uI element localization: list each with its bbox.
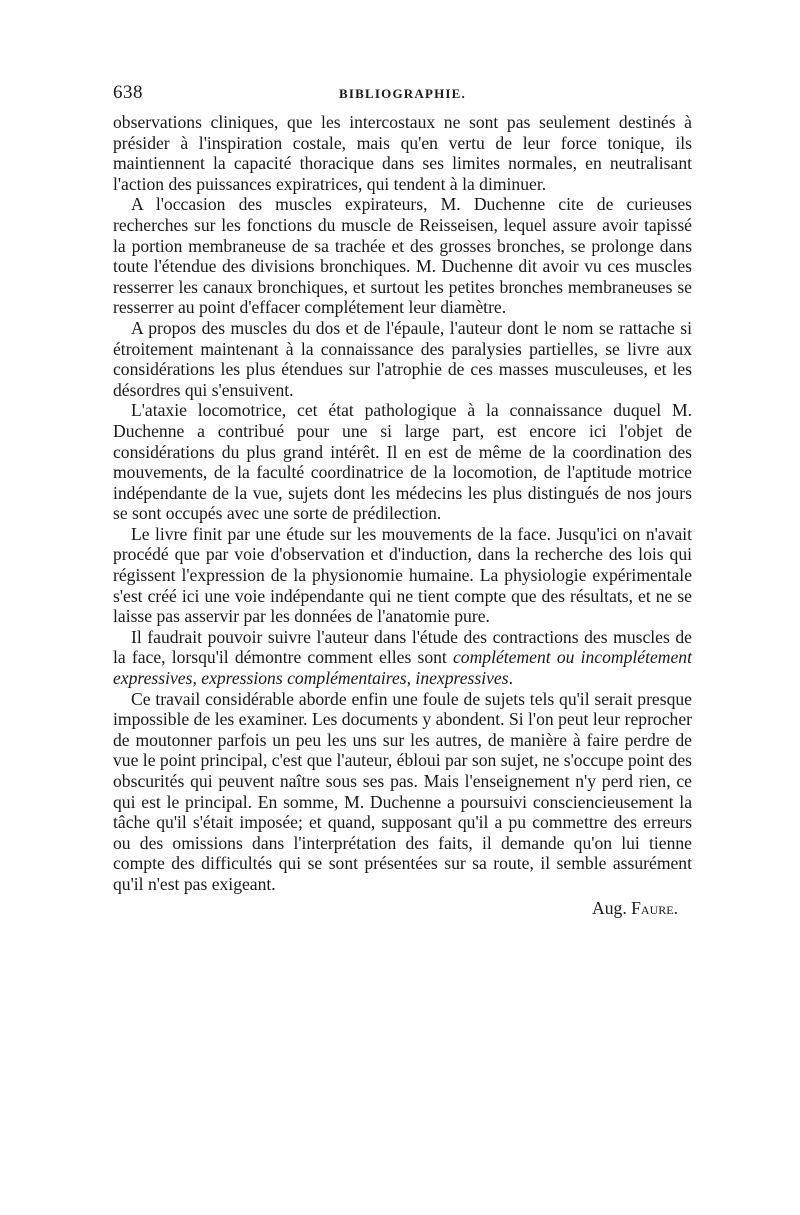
paragraph-3: A propos des muscles du dos et de l'épaule, l'auteur dont le nom se rattache si étroitement maintenant à la connaissance des paralysies partielles, se livre aux considérations les plus étendues sur l'atrophie de ces masses musculeuses, et les désordres qui s'ensuivent. bbox=[113, 317, 692, 400]
signature-last: Faure. bbox=[631, 897, 678, 918]
paragraph-6-text: Il faudrait pouvoir suivre l'auteur dans l'étude des contractions des muscles de la face, lorsqu'il démontre comment elles sont bbox=[113, 626, 692, 668]
paragraph-6-end: . bbox=[508, 668, 513, 689]
paragraph-1: observations cliniques, que les intercostaux ne sont pas seulement destinés à présider à l'inspiration costale, mais qu'en vertu de leur force tonique, ils maintiennent la capacité thoracique dans ses limites normales, en neutralisant l'action des puissances expiratrices, qui tendent à la diminuer. bbox=[113, 112, 692, 194]
body-text bbox=[113, 112, 692, 895]
paragraph-7: Ce travail considérable aborde enfin une foule de sujets tels qu'il serait presque impossible de les examiner. Les documents y abondent. Si l'on peut leur reprocher de moutonner parfois un peu les uns sur les autres, de manière à faire perdre de vue le point principal, c'est que l'auteur, ébloui par son sujet, ne s'occupe point des obscurités qui peuvent naître sous ses pas. Mais l'enseignement n'y perd rien, ce qui est le principal. En somme, M. Duchenne a poursuivi consciencieusement la tâche qu'il s'était imposée; et quand, supposant qu'il a pu commettre des erreurs ou des omissions dans l'interprétation des faits, il demande qu'on lui tienne compte des difficultés qui se sont présentées sur sa route, il semble assurément qu'il n'est pas exigeant. bbox=[113, 688, 692, 894]
signature bbox=[113, 897, 692, 919]
running-title: BIBLIOGRAPHIE. bbox=[339, 86, 466, 101]
page-number: 638 bbox=[113, 82, 143, 103]
paragraph-4: L'ataxie locomotrice, cet état pathologique à la connaissance duquel M. Duchenne a contribué pour une si large part, est encore ici l'objet de considérations du plus grand intérêt. Il en est de même de la coordination des mouvements, de la faculté coordinatrice de la locomotion, de l'aptitude motrice indépendante de la vue, sujets dont les médecins les plus distingués de nos jours se sont occupés avec une sorte de prédilection. bbox=[113, 400, 692, 524]
book-page bbox=[113, 78, 692, 1188]
signature-first: Aug. bbox=[592, 897, 627, 918]
paragraph-6-italic: complétement ou incomplétement expressives, expressions complémentaires, inexpressives bbox=[113, 647, 692, 689]
paragraph-2: A l'occasion des muscles expirateurs, M. Duchenne cite de curieuses recherches sur les fonctions du muscle de Reisseisen, lequel assure avoir tapissé la portion membraneuse de sa trachée et des grosses bronches, se prolonge dans toute l'étendue des divisions bronchiques. M. Duchenne dit avoir vu ces muscles resserrer les canaux bronchiques, et surtout les petites bronches membraneuses se resserrer au point d'effacer complétement leur diamètre. bbox=[113, 194, 692, 318]
paragraph-5: Le livre finit par une étude sur les mouvements de la face. Jusqu'ici on n'avait procédé que par voie d'observation et d'induction, dans la recherche des lois qui régissent l'expression de la physionomie humaine. La physiologie expérimentale s'est créé ici une voie indépendante qui ne tient compte que des résultats, et ne se laisse pas asservir par les données de l'anatomie pure. bbox=[113, 523, 692, 627]
running-head bbox=[113, 78, 692, 112]
paragraph-6 bbox=[113, 627, 692, 689]
